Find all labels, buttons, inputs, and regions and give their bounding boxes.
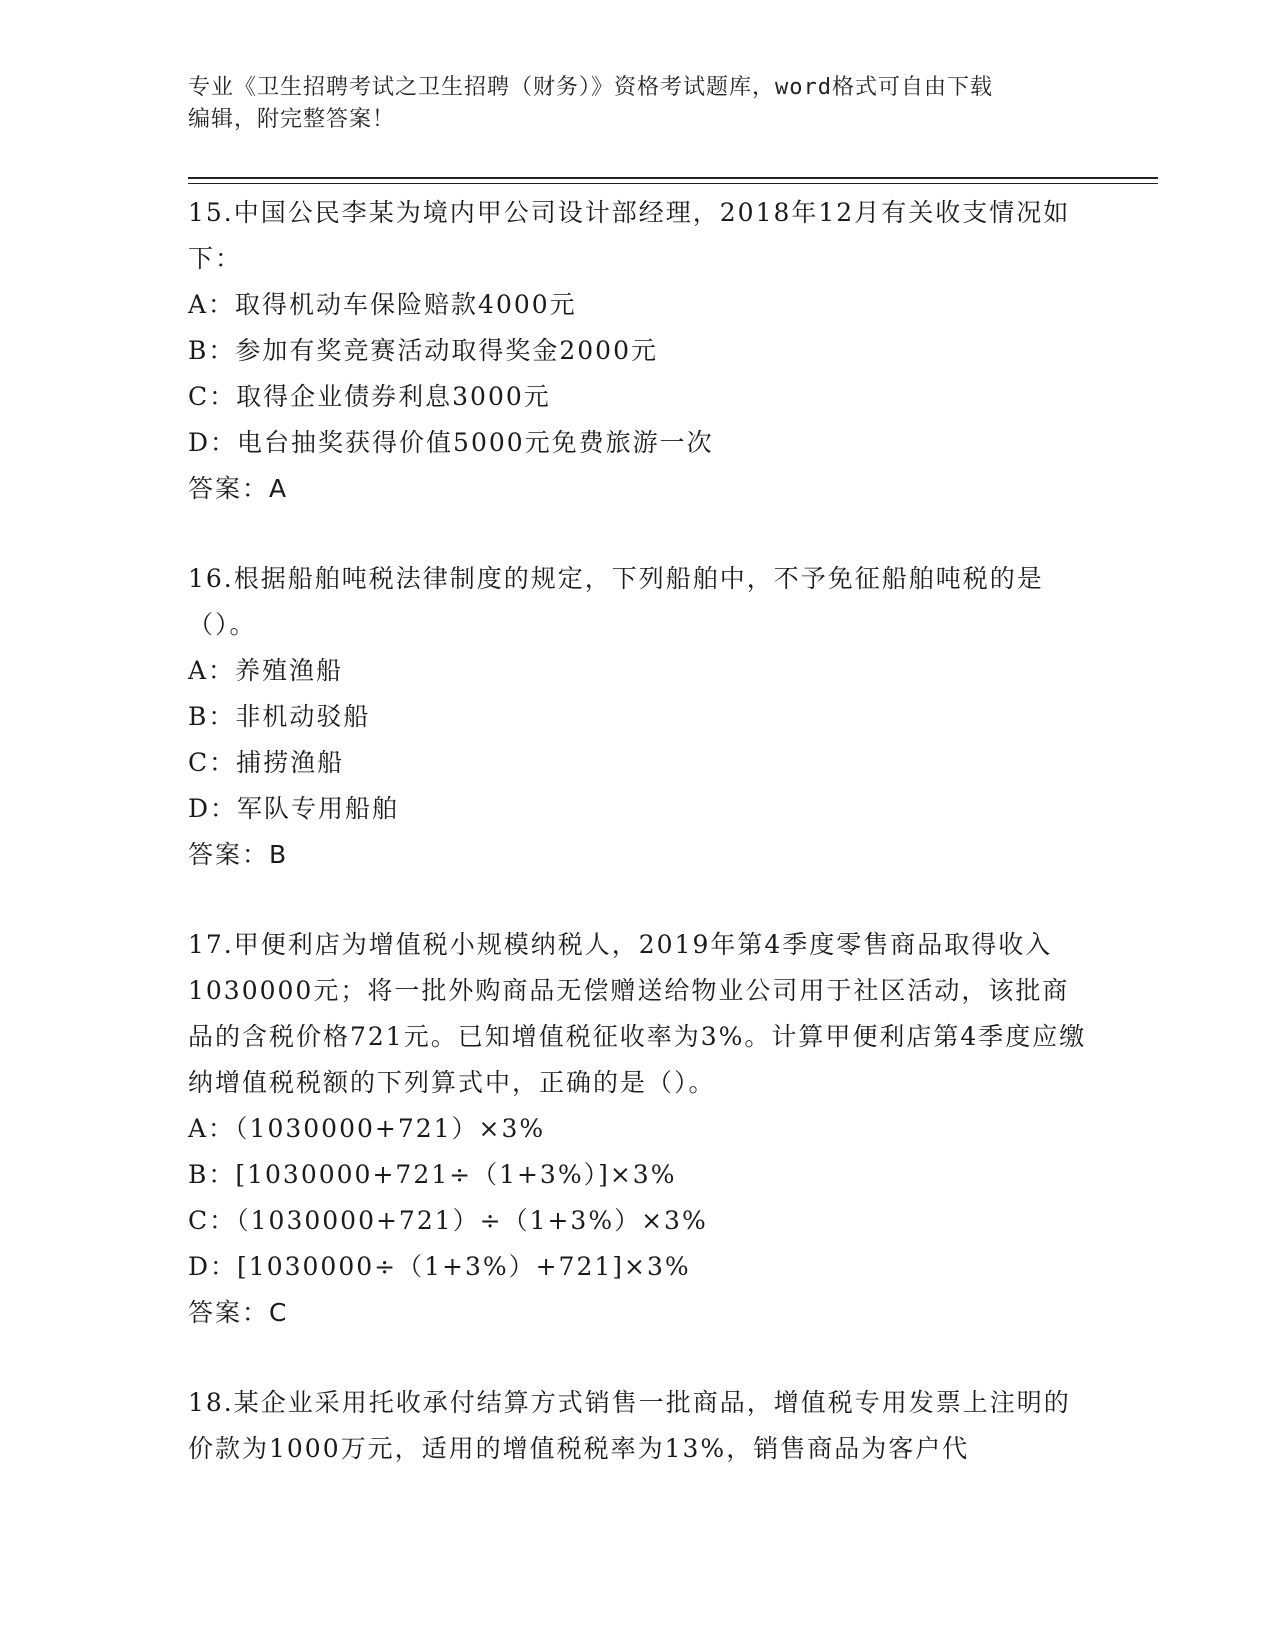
document-header bbox=[188, 72, 1088, 136]
answer-label: 答案：A bbox=[188, 474, 289, 503]
option-c: C：取得企业债券利息3000元 bbox=[188, 382, 551, 411]
header-divider-thick bbox=[188, 177, 1158, 179]
option-a: A：（1030000+721）×3% bbox=[188, 1114, 546, 1143]
header-line-1: 专业《卫生招聘考试之卫生招聘（财务）》资格考试题库，word格式可自由下载 bbox=[188, 75, 993, 100]
option-d: D：军队专用船舶 bbox=[188, 794, 400, 823]
answer-label: 答案：C bbox=[188, 1298, 289, 1327]
option-d: D：[1030000÷（1+3%）+721]×3% bbox=[188, 1252, 691, 1281]
question-17 bbox=[188, 922, 1088, 1336]
question-stem: 15.中国公民李某为境内甲公司设计部经理，2018年12月有关收支情况如下： bbox=[188, 198, 1071, 273]
question-stem: 17.甲便利店为增值税小规模纳税人，2019年第4季度零售商品取得收入1030000元；将一批外购商品无偿赠送给物业公司用于社区活动，该批商品的含税价格721元。已知增值税征收率为3%。计算甲便利店第4季度应缴纳增值税税额的下列算式中，正确的是（）。 bbox=[188, 930, 1087, 1097]
option-b: B：非机动驳船 bbox=[188, 702, 371, 731]
option-b: B：参加有奖竞赛活动取得奖金2000元 bbox=[188, 336, 658, 365]
answer-label: 答案：B bbox=[188, 840, 289, 869]
question-stem: 16.根据船舶吨税法律制度的规定，下列船舶中，不予免征船舶吨税的是（）。 bbox=[188, 564, 1044, 639]
option-c: C：捕捞渔船 bbox=[188, 748, 345, 777]
header-divider-thin bbox=[188, 183, 1158, 184]
option-b: B：[1030000+721÷（1+3%）]×3% bbox=[188, 1160, 677, 1189]
option-a: A：取得机动车保险赔款4000元 bbox=[188, 290, 577, 319]
question-stem: 18.某企业采用托收承付结算方式销售一批商品，增值税专用发票上注明的价款为1000万元，适用的增值税税率为13%，销售商品为客户代 bbox=[188, 1388, 1071, 1463]
header-line-2: 编辑，附完整答案！ bbox=[188, 107, 396, 132]
option-c: C：（1030000+721）÷（1+3%）×3% bbox=[188, 1206, 708, 1235]
question-15 bbox=[188, 190, 1088, 512]
option-d: D：电台抽奖获得价值5000元免费旅游一次 bbox=[188, 428, 714, 457]
question-list bbox=[188, 190, 1088, 1516]
question-18 bbox=[188, 1380, 1088, 1472]
option-a: A：养殖渔船 bbox=[188, 656, 344, 685]
question-16 bbox=[188, 556, 1088, 878]
